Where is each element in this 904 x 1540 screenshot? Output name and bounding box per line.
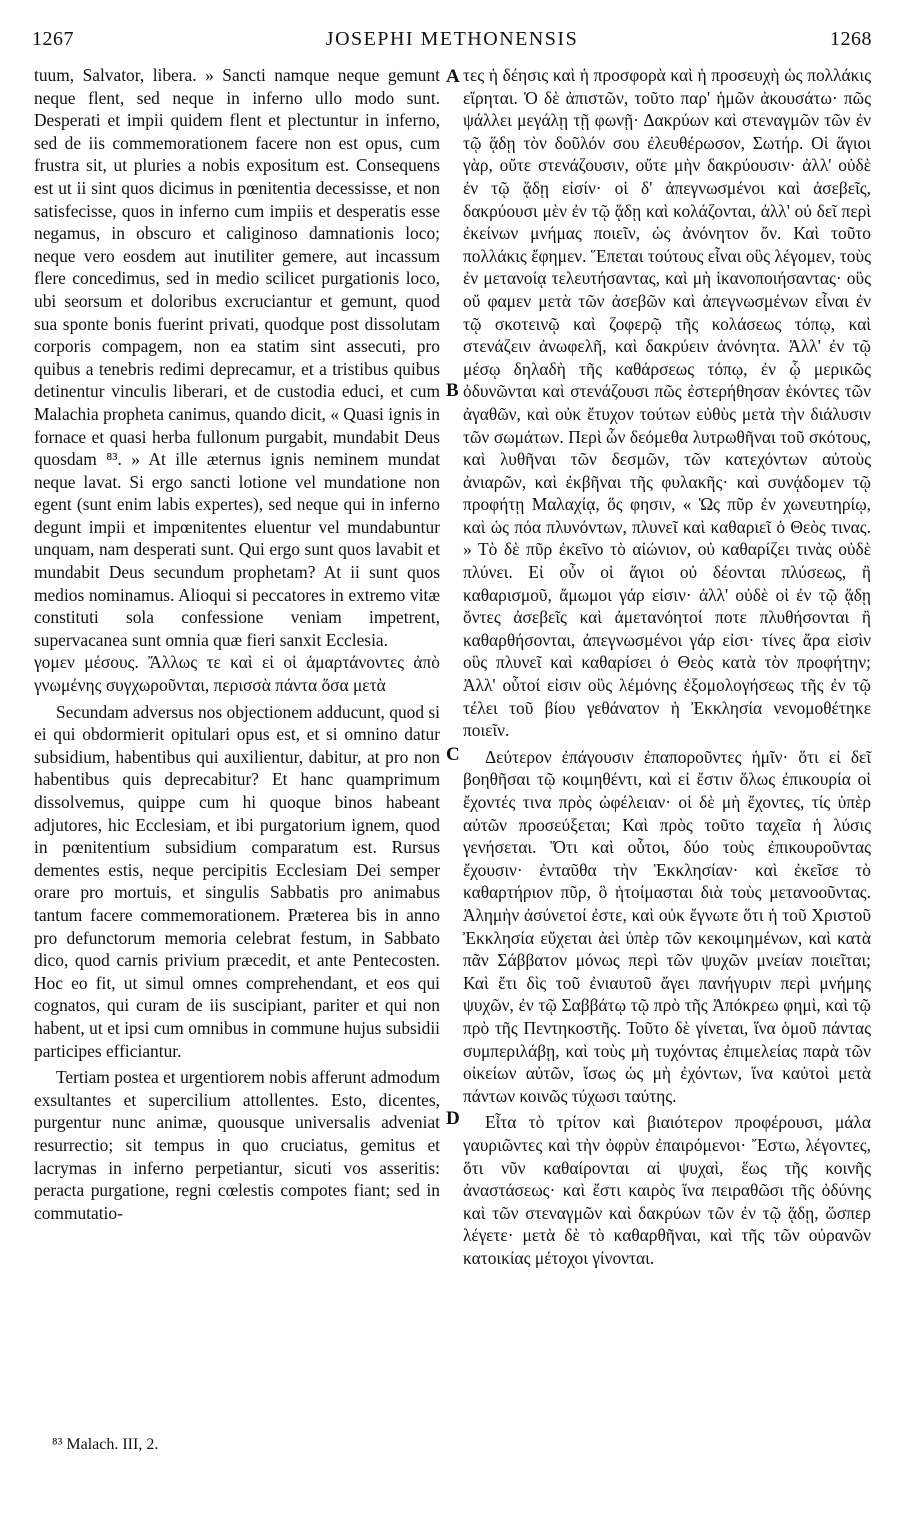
greek-paragraph-2: Δεύτερον ἐπάγουσιν ἐπαποροῦντες ἡμῖν· ὅτι εἰ δεῖ βοηθῆσαι τῷ κοιμηθέντι, καὶ εἰ ἔστιν ὅλως ἐπικουρία οἱ ἔχοντές τινα πρὸς ὠφέλειαν· οἱ δὲ μὴ ἔχοντες, τίς ὑπὲρ αὐτῶν προσεύξεται; Καὶ πρὸς τοῦτο ταχεῖα ἡ λύσις γενήσεται. Ὅτι καὶ οὗτοι, δύο τοὺς ἐπικουροῦντας ἔχουσιν· ἐνταῦθα τὴν Ἐκκλησίαν· καὶ ἐκεῖσε τὸ καθαρτήριον πῦρ, ὃ ἡτοίμασται διὰ τοὺς μετανοοῦντας. Ἀλημὴν ἀσύνετοί ἐστε, καὶ οὐκ ἔγνωτε ὅτι ἡ τοῦ Χριστοῦ Ἐκκλησία εὔχεται ἀεὶ ὑπὲρ τῶν κεκοιμημένων, καὶ κατὰ πᾶν Σάββατον μόνως περὶ τῶν ψυχῶν μνείαν ποιεῖται; Καὶ ἔτι δὶς τοῦ ἐνιαυτοῦ ἄγει πανήγυριν περὶ μνήμης ψυχῶν, ἐν τῷ Σαββάτῳ τῷ πρὸ τῆς Ἀπόκρεω φημὶ, καὶ τῷ πρὸ τῆς Πεντηκοστῆς. Τοῦτο δὲ γίνεται, ἵνα ὁμοῦ πάντας συμπεριλάβῃ, καὶ τοὺς μὴ τυχόντας ἐπιμελείας παρὰ τῶν οἰκείων αὐτῶν, ἴσως ὡς μὴ ἐχόντων, ἵνα καὐτοὶ μετὰ πάντων κοινῶς τύχωσι ταύτης. (463, 746, 871, 1106)
greek-paragraph-1: τες ἡ δέησις καὶ ἡ προσφορὰ καὶ ἡ προσευχὴ ὡς πολλάκις εἴρηται. Ὁ δὲ ἀπιστῶν, τοῦτο παρ' ἡμῶν ἀκουσάτω· πῶς ψάλλει μεγάλῃ τῇ φωνῇ· Δακρύων καὶ στεναγμῶν τῶν ἐν τῷ ᾅδῃ τὸν δοῦλόν σου ἐλευθέρωσον, Σωτήρ. Οἱ ἅγιοι γὰρ, οὔτε στενάζουσιν, οὔτε μὴν δακρύουσιν· ἀλλ' οὐδὲ ἐν τῷ ᾅδῃ εἰσίν· οἱ δ' ἀπεγνωσμένοι καὶ ἀσεβεῖς, δακρύουσι μὲν ἐν τῷ ᾅδῃ καὶ κολάζονται, ἀλλ' οὐ δεῖ περὶ ἐκείνων μνήμας ποιεῖν, ὡς ἀνόνητον ὄν. Καὶ τοῦτο πολλάκις ἔφημεν. Ἕπεται τούτους εἶναι οὓς λέγομεν, τοὺς ἐν μετανοίᾳ τελευτήσαντας, καὶ μὴ ἱκανοποιήσαντας· οὓς οὔ φαμεν μετὰ τῶν ἀσεβῶν καὶ ἀπεγνωσμένων εἶναι ἐν τῷ σκοτεινῷ καὶ ζοφερῷ τῆς κολάσεως τόπῳ, καὶ στενάζειν ἀνωφελῆ, καὶ δακρύειν ἀνόνητα. Ἀλλ' ἐν τῷ μέσῳ δηλαδὴ τῆς καθάρσεως τόπῳ, ἐν ᾧ μερικῶς ὀδυνῶνται καὶ στενάζουσι πῶς ἐστερήθησαν ἑκόντες τῶν ἀγαθῶν, καὶ οὐκ ἔτυχον τούτων εὐθὺς μετὰ τὴν διάλυσιν τῶν σωμάτων. Περὶ ὧν δεόμεθα λυτρωθῆναι τοῦ σκότους, καὶ λυθῆναι τῶν δεσμῶν, τῶν κατεχόντων αὐτοὺς ἀνιαρῶν, καὶ ἐκβῆναι τῆς φυλακῆς· καὶ συνᾴδομεν τῷ προφήτῃ Μαλαχίᾳ, ὅς φησιν, « Ὡς πῦρ ἐν χωνευτηρίῳ, καὶ ὡς πόα πλυνόντων, πλυνεῖ καὶ καθαριεῖ ὁ Θεὸς τινας. » Τὸ δὲ πῦρ ἐκεῖνο τὸ αἰώνιον, οὐ καθαρίζει τινὰς οὐδὲ πλύνει. Εἰ οὖν οἱ ἅγιοι οὐ δέονται πλύσεως, ἢ καθαρισμοῦ, ἄμωμοι γάρ εἰσιν· ἀλλ' οὐδὲ οἱ ἐν τῷ ᾅδῃ ὄντες ἀσεβεῖς καὶ ἀμετανόητοί ποτε πλυθήσονται ἢ καθαρθήσονται, ἀπεγνωσμένοι γάρ εἰσι· τίνες ἄρα εἰσὶν οὓς πλυνεῖ καὶ καθαρίσει ὁ Θεὸς κατὰ τὸν προφήτην; Ἀλλ' οὗτοί εἰσιν οὓς λέμόνης ἐξομολογήσεως τῆς ἐν τῷ τέλει τοῦ βίου γεθάνατον ἡ Ἐκκλησία νενομοθέτηκε ποιεῖν. (463, 65, 871, 741)
margin-mark-b: B (446, 380, 459, 401)
greek-tail-line: γομεν μέσους. Ἄλλως τε καὶ εἰ οἱ ἁμαρτάνοντες ἀπὸ γνωμένης συγχωροῦνται, περισσὰ πάντα ὅσα μετὰ (34, 652, 440, 696)
page-header (32, 22, 872, 56)
footnote: ⁸³ Malach. III, 2. (52, 1436, 159, 1453)
margin-mark-d: D (446, 1108, 460, 1129)
latin-paragraph-3: Tertiam postea et urgentiorem nobis afferunt admodum exsultantes et supercilium attollentes. Esto, dicentes, purgentur nunc animæ, quousque universalis adveniat resurrectio; sit tempus in quo cruciatus, gemitus et lacrymas in inferno perpetiantur, sicuti vos asseritis: peracta purgatione, regni cœlestis compotes fiant; sed in commutatio- (34, 1067, 440, 1223)
running-title: JOSEPHI METHONENSIS (325, 27, 579, 50)
latin-paragraph-1: tuum, Salvator, libera. » Sancti namque neque gemunt neque flent, sed neque in inferno ullo modo sunt. Desperati et impii quidem flent et plectuntur in inferno, sed de iis commemorationem facere non est opus, cum frustra sit, ut pluries a nobis expositum est. Consequens est ut ii sint quos dicimus in pœnitentia decessisse, et non satisfecisse, quos in inferno cum impiis et desperatis esse negamus, in obscuro et caliginoso damnationis loco; neque vero eosdem aut inutiliter gemere, aut incassum flere concedimus, sed in medio scilicet purgationis loco, ubi seorsum et doloribus excruciantur et gemunt, quod sua sponte bonis fuerint privati, quodque post dissolutam corporis compagem, non ea statim sint assecuti, pro quibus a tenebris redimi deprecamur, et a tristibus quibus detinentur vinculis liberari, et de custodia educi, et cum Malachia propheta canimus, quando dicit, « Quasi ignis in fornace et quasi herba fullonum purgabit, mundabit Deus quosdam ⁸³. » At ille æternus ignis neminem mundat neque lavat. Si ergo sancti lotione vel mundatione non egent (sunt enim labis expertes), sed neque qui in inferno degunt impii et impœnitentes eluentur vel mundabuntur unquam, nam desperati sunt. Qui ergo sunt quos lavabit et mundabit Deus secundum prophetam? At ii sunt quos medios nominamus. Alioqui si peccatores in extremo vitæ constituti sola confessione veniam impetrent, supervacanea sunt omnia quæ fieri sanxit Ecclesia. (34, 65, 440, 650)
latin-column (34, 64, 440, 1224)
margin-mark-c: C (446, 744, 460, 765)
page-number-right: 1268 (830, 27, 872, 50)
greek-paragraph-3: Εἶτα τὸ τρίτον καὶ βιαιότερον προφέρουσι, μάλα γαυριῶντες καὶ τὴν ὀφρὺν ἐπαιρόμενοι· Ἔστω, λέγοντες, ὅτι νῦν καθαίρονται αἱ ψυχαὶ, ἕως τῆς κοινῆς ἀναστάσεως· καὶ ἔστι καιρὸς ἵνα πειραθῶσι τῆς ὀδύνης καὶ τῶν στεναγμῶν καὶ δακρύων τῶν ἐν τῷ ᾅδῃ, ὥσπερ λέγετε· μετὰ δὲ τὸ καθαρθῆναι, καὶ τῆς τῶν οὐρανῶν κατοικίας μέτοχοι γίνονται. (463, 1112, 871, 1268)
page-number-left: 1267 (32, 27, 74, 50)
greek-column (463, 64, 871, 1269)
margin-mark-a: A (446, 66, 460, 87)
latin-paragraph-2: Secundam adversus nos objectionem adducunt, quod si ei qui obdormierit opitulari opus est, et si omnino datur subsidium, habentibus qui auxilientur, dabitur, at pro non habentibus quis deprecabitur? Et hanc quamprimum dissolvemus, quippe cum hi quoque binos habeant adjutores, hic Ecclesiam, et ibi purgatorium ignem, quod in pœnitentium subsidium comparatum est. Rursus dementes estis, neque percipitis Ecclesiam Dei semper orare pro mortuis, et singulis Sabbatis pro animabus tantum facere commemorationem. Præterea bis in anno pro defunctorum memoria celebrat festum, in Sabbato dico, quod carnis privium præcedit, et ante Pentecosten. Hoc eo fit, ut simul omnes comprehendant, et eos qui cognatos, qui curam de iis suscipiant, pariter et qui non habent, ut et ipsi cum omnibus in commune hujus subsidii participes efficiantur. (34, 701, 440, 1061)
